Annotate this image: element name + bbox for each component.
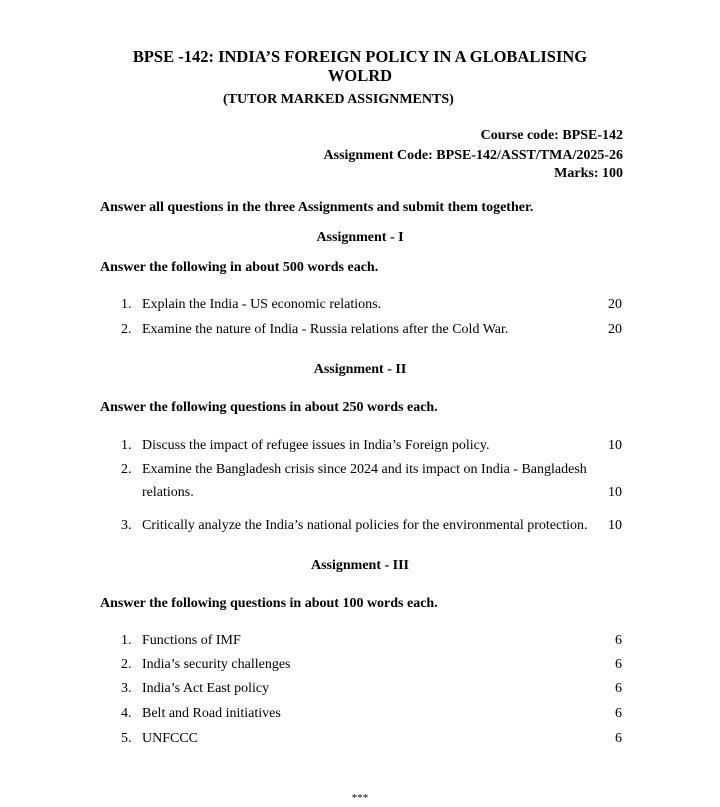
question-number: 2.	[121, 657, 132, 672]
question-marks: 10	[608, 485, 622, 500]
question-marks: 20	[608, 297, 622, 312]
question-text: Belt and Road initiatives	[142, 706, 281, 721]
subtitle: (TUTOR MARKED ASSIGNMENTS)	[223, 92, 454, 107]
general-instruction: Answer all questions in the three Assignments and submit them together.	[100, 200, 534, 215]
question-text: Discuss the impact of refugee issues in India’s Foreign policy.	[142, 438, 490, 453]
question-text: Examine the Bangladesh crisis since 2024 and its impact on India - Bangladesh	[142, 462, 587, 477]
section-instruction: Answer the following in about 500 words each.	[100, 260, 379, 275]
question-marks: 6	[615, 706, 622, 721]
question-number: 5.	[121, 731, 132, 746]
question-marks: 10	[608, 518, 622, 533]
question-marks: 6	[615, 681, 622, 696]
question-number: 2.	[121, 462, 132, 477]
question-number: 2.	[121, 322, 132, 337]
section-heading: Assignment - III	[310, 558, 409, 573]
section-heading: Assignment - II	[313, 362, 407, 377]
question-text: Explain the India - US economic relations.	[142, 297, 382, 312]
assignment-code: Assignment Code: BPSE-142/ASST/TMA/2025-26	[323, 148, 623, 163]
course-code: Course code: BPSE-142	[480, 128, 623, 143]
section-heading: Assignment - I	[316, 230, 404, 245]
end-mark: ***	[351, 792, 369, 804]
question-text: Examine the nature of India - Russia relations after the Cold War.	[142, 322, 509, 337]
question-number: 4.	[121, 706, 132, 721]
question-text: Critically analyze the India’s national policies for the environmental protection.	[142, 518, 588, 533]
question-marks: 6	[615, 731, 622, 746]
question-text: India’s security challenges	[142, 657, 291, 672]
question-number: 1.	[121, 633, 132, 648]
question-marks: 20	[608, 322, 622, 337]
question-number: 3.	[121, 681, 132, 696]
question-text: India’s Act East policy	[142, 681, 270, 696]
section-instruction: Answer the following questions in about 250 words each.	[100, 400, 438, 415]
title-line-2: WOLRD	[327, 66, 393, 85]
question-marks: 10	[608, 438, 622, 453]
question-marks: 6	[615, 657, 622, 672]
title-line-1: BPSE -142: INDIA’S FOREIGN POLICY IN A GLOBALISING	[132, 47, 588, 66]
section-instruction: Answer the following questions in about 100 words each.	[100, 596, 438, 611]
question-number: 1.	[121, 438, 132, 453]
question-marks: 6	[615, 633, 622, 648]
question-text: Functions of IMF	[142, 633, 241, 648]
question-number: 3.	[121, 518, 132, 533]
question-text-continued: relations.	[142, 485, 194, 500]
question-number: 1.	[121, 297, 132, 312]
question-text: UNFCCC	[142, 731, 199, 746]
marks: Marks: 100	[554, 166, 623, 181]
